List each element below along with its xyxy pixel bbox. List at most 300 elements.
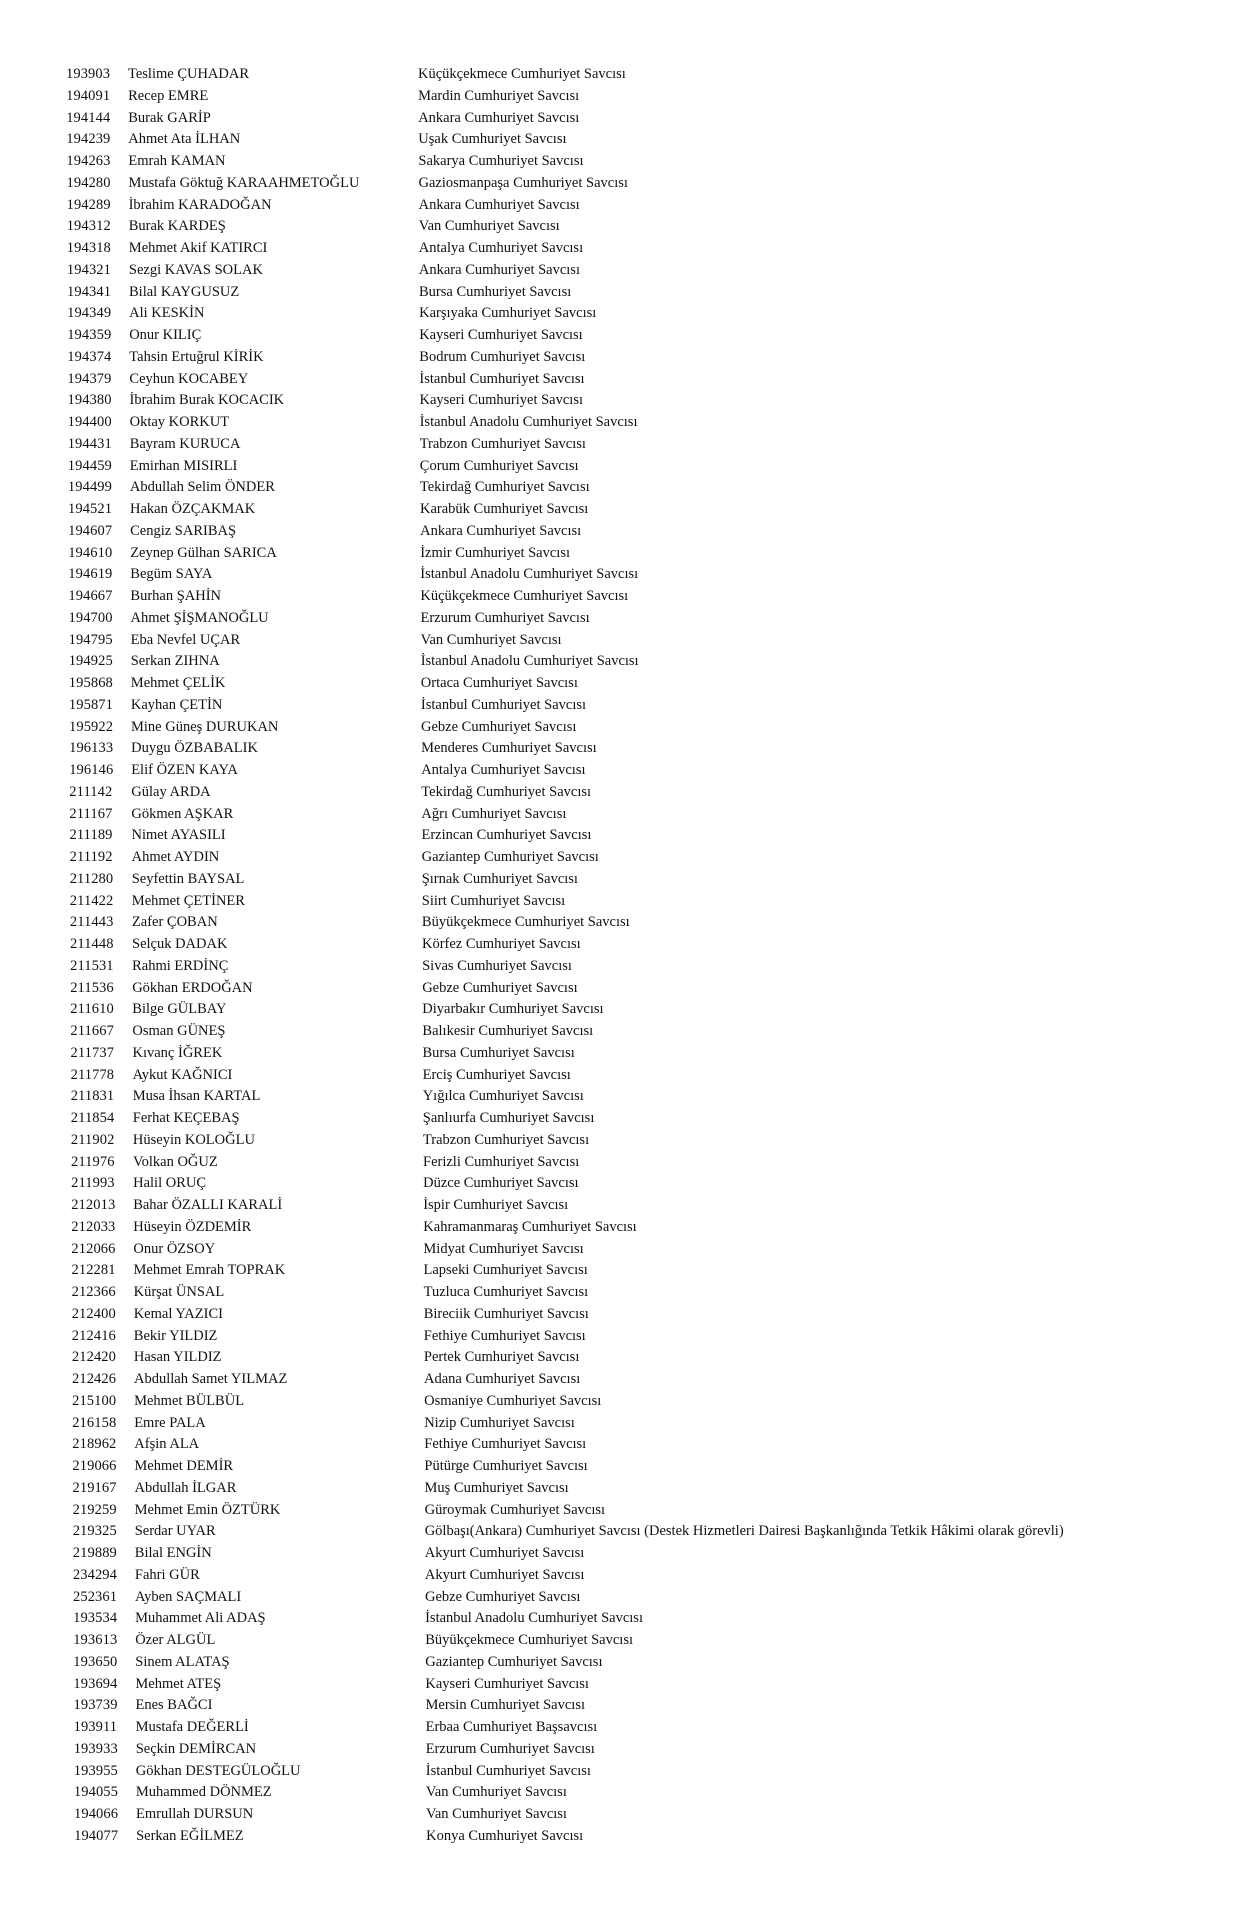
office-title: Yığılca Cumhuriyet Savcısı bbox=[422, 1088, 584, 1105]
sicil-number: 211142 bbox=[69, 783, 113, 800]
sicil-number: 194379 bbox=[67, 370, 112, 387]
sicil-number: 211443 bbox=[69, 914, 114, 931]
sicil-number: 211902 bbox=[70, 1131, 115, 1148]
person-name: Mehmet DEMİR bbox=[134, 1458, 234, 1474]
office-title: Ağrı Cumhuriyet Savcısı bbox=[421, 805, 567, 822]
person-name: Ahmet AYDIN bbox=[131, 849, 220, 865]
sicil-number: 219889 bbox=[72, 1545, 117, 1561]
list-item bbox=[0, 1130, 1252, 1152]
person-name: Seçkin DEMİRCAN bbox=[135, 1740, 257, 1757]
person-name: Bayram KURUCA bbox=[129, 435, 241, 452]
person-name: Mehmet Emin ÖZTÜRK bbox=[134, 1501, 281, 1518]
sicil-number: 194239 bbox=[66, 131, 111, 148]
person-name: Aykut KAĞNICI bbox=[132, 1066, 233, 1083]
list-item bbox=[0, 1804, 1252, 1826]
office-title: Bursa Cumhuriyet Savcısı bbox=[422, 1044, 575, 1061]
sicil-number: 218962 bbox=[72, 1436, 117, 1453]
person-name: Mustafa DEĞERLİ bbox=[135, 1719, 249, 1735]
list-item bbox=[0, 1674, 1252, 1696]
sicil-number: 196133 bbox=[69, 740, 114, 757]
office-title: Bodrum Cumhuriyet Savcısı bbox=[419, 348, 586, 365]
sicil-number: 193955 bbox=[73, 1762, 118, 1779]
sicil-number: 194066 bbox=[74, 1806, 119, 1822]
person-name: Zafer ÇOBAN bbox=[131, 914, 218, 931]
person-name: Osman GÜNEŞ bbox=[132, 1023, 226, 1039]
person-name: Gökhan DESTEGÜLOĞLU bbox=[135, 1762, 301, 1779]
person-name: Hüseyin ÖZDEMİR bbox=[133, 1218, 252, 1235]
office-title: Erzurum Cumhuriyet Savcısı bbox=[420, 609, 590, 626]
office-title: Menderes Cumhuriyet Savcısı bbox=[421, 740, 597, 757]
sicil-number: 212426 bbox=[72, 1371, 117, 1387]
office-title: Şanlıurfa Cumhuriyet Savcısı bbox=[422, 1110, 595, 1126]
person-name: Özer ALGÜL bbox=[135, 1632, 216, 1648]
list-item bbox=[0, 1500, 1252, 1522]
office-title: Midyat Cumhuriyet Savcısı bbox=[423, 1240, 584, 1257]
person-name: Teslime ÇUHADAR bbox=[128, 66, 250, 82]
office-title: İstanbul Anadolu Cumhuriyet Savcısı bbox=[419, 414, 638, 430]
office-title: Van Cumhuriyet Savcısı bbox=[425, 1784, 567, 1801]
list-item bbox=[0, 999, 1252, 1021]
office-title: Karşıyaka Cumhuriyet Savcısı bbox=[419, 305, 597, 322]
list-item bbox=[0, 543, 1252, 565]
list-item bbox=[0, 1521, 1252, 1543]
list-item bbox=[0, 1282, 1252, 1304]
office-title: Tuzluca Cumhuriyet Savcısı bbox=[423, 1284, 589, 1300]
person-name: Enes BAĞCI bbox=[135, 1697, 213, 1714]
person-name: Abdullah Selim ÖNDER bbox=[129, 479, 275, 496]
sicil-number: 212013 bbox=[71, 1197, 116, 1213]
office-title: Van Cumhuriyet Savcısı bbox=[418, 218, 560, 235]
person-name: Nimet AYASILI bbox=[131, 827, 226, 844]
office-title: Sivas Cumhuriyet Savcısı bbox=[422, 957, 572, 974]
office-title: Kayseri Cumhuriyet Savcısı bbox=[419, 392, 584, 409]
person-name: Burhan ŞAHİN bbox=[130, 588, 222, 604]
person-name: Rahmi ERDİNÇ bbox=[132, 957, 229, 974]
list-item bbox=[0, 86, 1252, 108]
office-title: Karabük Cumhuriyet Savcısı bbox=[420, 501, 589, 517]
sicil-number: 194521 bbox=[68, 501, 113, 517]
sicil-number: 193650 bbox=[73, 1653, 118, 1670]
office-title: Çorum Cumhuriyet Savcısı bbox=[419, 457, 579, 474]
list-item bbox=[0, 499, 1252, 521]
office-title: Uşak Cumhuriyet Savcısı bbox=[418, 131, 567, 148]
person-name: Muhammed DÖNMEZ bbox=[135, 1784, 272, 1801]
office-title: Körfez Cumhuriyet Savcısı bbox=[422, 936, 581, 952]
sicil-number: 212366 bbox=[71, 1284, 116, 1300]
list-item bbox=[0, 1326, 1252, 1348]
sicil-number: 211167 bbox=[69, 805, 113, 822]
list-item bbox=[0, 1043, 1252, 1065]
sicil-number: 194667 bbox=[68, 588, 113, 604]
sicil-number: 194312 bbox=[66, 218, 111, 235]
sicil-number: 212281 bbox=[71, 1262, 116, 1279]
person-name: Abdullah Samet YILMAZ bbox=[134, 1371, 288, 1387]
person-name: Serdar UYAR bbox=[134, 1523, 216, 1540]
office-title: Bursa Cumhuriyet Savcısı bbox=[419, 283, 572, 300]
sicil-number: 194349 bbox=[67, 305, 112, 322]
person-name: Ali KESKİN bbox=[129, 305, 205, 322]
person-name: Mehmet ÇELİK bbox=[130, 675, 226, 691]
person-name: Recep EMRE bbox=[128, 87, 209, 104]
list-item bbox=[0, 434, 1252, 456]
sicil-number: 194619 bbox=[68, 566, 113, 583]
list-item bbox=[0, 934, 1252, 956]
list-item bbox=[0, 1239, 1252, 1261]
person-name: Emre PALA bbox=[134, 1414, 206, 1431]
person-name: Abdullah İLGAR bbox=[134, 1479, 237, 1496]
person-name: Elif ÖZEN KAYA bbox=[131, 762, 238, 778]
person-name: Gökhan ERDOĞAN bbox=[132, 979, 253, 996]
office-title: Lapseki Cumhuriyet Savcısı bbox=[423, 1262, 588, 1279]
sicil-number: 194359 bbox=[67, 327, 112, 343]
office-title: Van Cumhuriyet Savcısı bbox=[420, 631, 562, 648]
sicil-number: 193534 bbox=[73, 1610, 118, 1627]
person-name: Kayhan ÇETİN bbox=[130, 696, 223, 713]
office-title: İstanbul Cumhuriyet Savcısı bbox=[425, 1762, 591, 1779]
office-title: Ankara Cumhuriyet Savcısı bbox=[418, 109, 580, 126]
list-item bbox=[0, 1587, 1252, 1609]
person-name: Gökmen AŞKAR bbox=[131, 805, 234, 822]
list-item bbox=[0, 129, 1252, 151]
sicil-number: 211610 bbox=[70, 1001, 114, 1018]
office-title: Büyükçekmece Cumhuriyet Savcısı bbox=[425, 1632, 633, 1648]
list-item bbox=[0, 1260, 1252, 1282]
person-name: Volkan OĞUZ bbox=[133, 1153, 218, 1170]
office-title: Muş Cumhuriyet Savcısı bbox=[424, 1479, 569, 1496]
office-title: İspir Cumhuriyet Savcısı bbox=[423, 1197, 569, 1213]
office-title: Gölbaşı(Ankara) Cumhuriyet Savcısı (Destek Hizmetleri Dairesi Başkanlığında Tetkik Hâkimi olarak görevli) bbox=[424, 1523, 1064, 1540]
list-item bbox=[0, 608, 1252, 630]
person-name: Duygu ÖZBABALIK bbox=[131, 740, 258, 757]
list-item bbox=[0, 390, 1252, 412]
list-item bbox=[0, 717, 1252, 739]
sicil-number: 216158 bbox=[72, 1414, 117, 1431]
list-item bbox=[0, 1543, 1252, 1565]
list-item bbox=[0, 760, 1252, 782]
sicil-number: 212066 bbox=[71, 1240, 116, 1257]
list-item bbox=[0, 282, 1252, 304]
list-item bbox=[0, 1152, 1252, 1174]
person-name: Hakan ÖZÇAKMAK bbox=[130, 501, 256, 517]
office-title: Gaziosmanpaşa Cumhuriyet Savcısı bbox=[418, 174, 628, 191]
person-name: Hasan YILDIZ bbox=[133, 1349, 222, 1366]
list-item bbox=[0, 1391, 1252, 1413]
person-name: İbrahim KARADOĞAN bbox=[128, 196, 272, 213]
office-title: İstanbul Anadolu Cumhuriyet Savcısı bbox=[420, 566, 639, 583]
person-name: Tahsin Ertuğrul KİRİK bbox=[129, 348, 264, 365]
person-name: Bahar ÖZALLI KARALİ bbox=[133, 1197, 283, 1213]
list-item bbox=[0, 1739, 1252, 1761]
list-item bbox=[0, 956, 1252, 978]
office-title: Antalya Cumhuriyet Savcısı bbox=[421, 762, 586, 778]
sicil-number: 196146 bbox=[69, 762, 114, 778]
person-name: Ceyhun KOCABEY bbox=[129, 370, 249, 387]
sicil-number: 211778 bbox=[70, 1066, 115, 1083]
person-name: Emrullah DURSUN bbox=[136, 1806, 254, 1822]
sicil-number: 211536 bbox=[70, 979, 114, 996]
person-name: Cengiz SARIBAŞ bbox=[130, 522, 237, 539]
office-title: Trabzon Cumhuriyet Savcısı bbox=[422, 1131, 590, 1148]
sicil-number: 194459 bbox=[67, 457, 112, 474]
person-name: Seyfettin BAYSAL bbox=[131, 870, 245, 887]
sicil-number: 193933 bbox=[73, 1740, 118, 1757]
list-item bbox=[0, 825, 1252, 847]
list-item bbox=[0, 151, 1252, 173]
sicil-number: 194055 bbox=[73, 1784, 119, 1801]
sicil-number: 194700 bbox=[68, 609, 113, 626]
office-title: Güroymak Cumhuriyet Savcısı bbox=[424, 1501, 606, 1518]
sicil-number: 194499 bbox=[67, 479, 113, 496]
sicil-number: 252361 bbox=[73, 1588, 118, 1605]
list-item bbox=[0, 64, 1252, 86]
sicil-number: 211667 bbox=[70, 1023, 114, 1039]
sicil-number: 194380 bbox=[67, 392, 112, 409]
sicil-number: 212400 bbox=[71, 1305, 116, 1322]
list-item bbox=[0, 238, 1252, 260]
list-item bbox=[0, 1173, 1252, 1195]
sicil-number: 219167 bbox=[72, 1479, 117, 1496]
office-title: Osmaniye Cumhuriyet Savcısı bbox=[424, 1392, 602, 1409]
person-name: Onur KILIÇ bbox=[129, 327, 202, 343]
person-name: İbrahim Burak KOCACIK bbox=[129, 392, 285, 409]
list-item bbox=[0, 1782, 1252, 1804]
list-item bbox=[0, 347, 1252, 369]
office-title: Gaziantep Cumhuriyet Savcısı bbox=[421, 849, 599, 865]
office-title: Kahramanmaraş Cumhuriyet Savcısı bbox=[423, 1218, 637, 1235]
person-name: Serkan EĞİLMEZ bbox=[136, 1827, 244, 1844]
person-name: Mehmet ATEŞ bbox=[135, 1675, 222, 1692]
person-name: Halil ORUÇ bbox=[133, 1175, 207, 1192]
person-name: Selçuk DADAK bbox=[132, 936, 228, 952]
person-name: Mine Güneş DURUKAN bbox=[131, 718, 279, 735]
sicil-number: 211854 bbox=[70, 1110, 115, 1126]
list-item bbox=[0, 1021, 1252, 1043]
sicil-number: 193911 bbox=[73, 1719, 118, 1735]
list-item bbox=[0, 1369, 1252, 1391]
office-title: Küçükçekmece Cumhuriyet Savcısı bbox=[420, 588, 629, 604]
sicil-number: 194607 bbox=[68, 522, 113, 539]
list-item bbox=[0, 1695, 1252, 1717]
sicil-number: 194321 bbox=[66, 261, 112, 278]
person-name: Muhammet Ali ADAŞ bbox=[135, 1610, 266, 1627]
sicil-number: 194795 bbox=[68, 631, 113, 648]
list-item bbox=[0, 912, 1252, 934]
person-name: Mehmet BÜLBÜL bbox=[134, 1392, 245, 1409]
office-title: İstanbul Anadolu Cumhuriyet Savcısı bbox=[420, 653, 639, 670]
sicil-number: 193613 bbox=[73, 1632, 118, 1648]
list-item bbox=[0, 630, 1252, 652]
list-item bbox=[0, 673, 1252, 695]
sicil-number: 193694 bbox=[73, 1675, 118, 1692]
person-name: Begüm SAYA bbox=[130, 566, 213, 583]
list-item bbox=[0, 456, 1252, 478]
sicil-number: 215100 bbox=[72, 1392, 117, 1409]
sicil-number: 194263 bbox=[66, 153, 111, 169]
office-title: Küçükçekmece Cumhuriyet Savcısı bbox=[418, 66, 626, 82]
office-title: Ankara Cumhuriyet Savcısı bbox=[418, 196, 580, 213]
list-item bbox=[0, 1304, 1252, 1326]
office-title: Akyurt Cumhuriyet Savcısı bbox=[424, 1566, 585, 1583]
office-title: Balıkesir Cumhuriyet Savcısı bbox=[422, 1023, 594, 1039]
office-title: Ferizli Cumhuriyet Savcısı bbox=[423, 1153, 580, 1170]
person-name: Bilal ENGİN bbox=[134, 1545, 212, 1561]
person-name: Musa İhsan KARTAL bbox=[132, 1088, 261, 1105]
office-title: Düzce Cumhuriyet Savcısı bbox=[423, 1175, 579, 1192]
office-title: Gebze Cumhuriyet Savcısı bbox=[422, 979, 578, 996]
sicil-number: 195868 bbox=[68, 675, 113, 691]
person-name: Bilal KAYGUSUZ bbox=[129, 283, 240, 300]
office-title: Fethiye Cumhuriyet Savcısı bbox=[424, 1436, 587, 1453]
sicil-number: 212033 bbox=[71, 1218, 116, 1235]
sicil-number: 219325 bbox=[72, 1523, 117, 1540]
office-title: Gebze Cumhuriyet Savcısı bbox=[421, 718, 577, 735]
office-title: Adana Cumhuriyet Savcısı bbox=[424, 1371, 581, 1387]
sicil-number: 194610 bbox=[68, 544, 113, 561]
office-title: Erzincan Cumhuriyet Savcısı bbox=[421, 827, 592, 844]
person-name: Fahri GÜR bbox=[134, 1566, 200, 1583]
list-item bbox=[0, 1478, 1252, 1500]
office-title: Tekirdağ Cumhuriyet Savcısı bbox=[421, 783, 592, 800]
office-title: Gaziantep Cumhuriyet Savcısı bbox=[425, 1653, 603, 1670]
list-item bbox=[0, 303, 1252, 325]
list-item bbox=[0, 891, 1252, 913]
office-title: Mardin Cumhuriyet Savcısı bbox=[418, 87, 580, 104]
sicil-number: 234294 bbox=[72, 1566, 118, 1583]
office-title: Antalya Cumhuriyet Savcısı bbox=[418, 240, 584, 256]
list-item bbox=[0, 869, 1252, 891]
office-title: Erciş Cumhuriyet Savcısı bbox=[422, 1066, 571, 1083]
sicil-number: 194925 bbox=[68, 653, 113, 670]
sicil-number: 212420 bbox=[71, 1349, 117, 1366]
list-item bbox=[0, 1717, 1252, 1739]
office-title: Fethiye Cumhuriyet Savcısı bbox=[423, 1327, 586, 1344]
sicil-number: 219259 bbox=[72, 1501, 117, 1518]
sicil-number: 194400 bbox=[67, 414, 112, 430]
sicil-number: 195922 bbox=[69, 718, 114, 735]
sicil-number: 211531 bbox=[70, 957, 114, 974]
person-name: Bekir YILDIZ bbox=[133, 1327, 218, 1344]
list-item bbox=[0, 847, 1252, 869]
list-item bbox=[0, 1195, 1252, 1217]
list-item bbox=[0, 369, 1252, 391]
list-item bbox=[0, 1565, 1252, 1587]
office-title: İstanbul Cumhuriyet Savcısı bbox=[419, 370, 585, 387]
list-item bbox=[0, 738, 1252, 760]
office-title: Konya Cumhuriyet Savcısı bbox=[426, 1827, 584, 1844]
list-item bbox=[0, 586, 1252, 608]
sicil-number: 194341 bbox=[67, 283, 112, 300]
office-title: Ankara Cumhuriyet Savcısı bbox=[420, 522, 582, 539]
sicil-number: 195871 bbox=[68, 696, 114, 713]
person-name: Eba Nevfel UÇAR bbox=[130, 631, 241, 648]
list-item bbox=[0, 108, 1252, 130]
office-title: Ortaca Cumhuriyet Savcısı bbox=[420, 675, 578, 691]
office-title: Erbaa Cumhuriyet Başsavcısı bbox=[425, 1719, 598, 1735]
list-item bbox=[0, 1761, 1252, 1783]
sicil-number: 211192 bbox=[69, 849, 113, 865]
sicil-number: 194289 bbox=[66, 196, 111, 213]
office-title: Şırnak Cumhuriyet Savcısı bbox=[421, 870, 578, 887]
person-name: Bilge GÜLBAY bbox=[132, 1001, 227, 1018]
sicil-number: 194318 bbox=[66, 240, 111, 256]
office-title: Siirt Cumhuriyet Savcısı bbox=[421, 892, 566, 909]
office-title: Pütürge Cumhuriyet Savcısı bbox=[424, 1458, 588, 1474]
office-title: Van Cumhuriyet Savcısı bbox=[426, 1806, 567, 1822]
list-item bbox=[0, 1347, 1252, 1369]
list-item bbox=[0, 260, 1252, 282]
list-item bbox=[0, 1826, 1252, 1848]
sicil-number: 211422 bbox=[69, 892, 114, 909]
list-item bbox=[0, 564, 1252, 586]
office-title: Gebze Cumhuriyet Savcısı bbox=[425, 1588, 581, 1605]
office-title: Akyurt Cumhuriyet Savcısı bbox=[424, 1545, 585, 1561]
list-item bbox=[0, 216, 1252, 238]
list-item bbox=[0, 1434, 1252, 1456]
list-item bbox=[0, 782, 1252, 804]
person-name: Burak KARDEŞ bbox=[128, 218, 226, 235]
person-name: Ayben SAÇMALI bbox=[135, 1588, 242, 1605]
list-item bbox=[0, 521, 1252, 543]
office-title: Erzurum Cumhuriyet Savcısı bbox=[425, 1740, 595, 1757]
person-name: Afşin ALA bbox=[134, 1436, 200, 1453]
person-name: Mehmet ÇETİNER bbox=[131, 892, 245, 909]
person-name: Ahmet Ata İLHAN bbox=[128, 131, 241, 148]
list-item bbox=[0, 412, 1252, 434]
person-name: Oktay KORKUT bbox=[129, 414, 230, 430]
office-title: Pertek Cumhuriyet Savcısı bbox=[423, 1349, 580, 1366]
list-item bbox=[0, 978, 1252, 1000]
office-title: Sakarya Cumhuriyet Savcısı bbox=[418, 153, 584, 169]
person-name: Sinem ALATAŞ bbox=[135, 1653, 230, 1670]
list-item bbox=[0, 325, 1252, 347]
sicil-number: 211448 bbox=[70, 936, 114, 952]
person-name: Emirhan MISIRLI bbox=[129, 457, 238, 474]
sicil-number: 194144 bbox=[66, 109, 111, 126]
list-item bbox=[0, 1413, 1252, 1435]
office-title: İstanbul Cumhuriyet Savcısı bbox=[420, 696, 587, 713]
sicil-number: 211280 bbox=[69, 870, 114, 887]
office-title: Diyarbakır Cumhuriyet Savcısı bbox=[422, 1001, 604, 1018]
list-item bbox=[0, 804, 1252, 826]
office-title: Tekirdağ Cumhuriyet Savcısı bbox=[419, 479, 590, 496]
sicil-number: 194280 bbox=[66, 174, 111, 191]
person-name: Kemal YAZICI bbox=[133, 1305, 223, 1322]
list-item bbox=[0, 1065, 1252, 1087]
person-name: Serkan ZIHNA bbox=[130, 653, 220, 670]
office-title: Kayseri Cumhuriyet Savcısı bbox=[419, 327, 583, 343]
list-item bbox=[0, 1086, 1252, 1108]
sicil-number: 194431 bbox=[67, 435, 112, 452]
list-item bbox=[0, 173, 1252, 195]
person-name: Zeynep Gülhan SARICA bbox=[130, 544, 277, 561]
sicil-number: 211189 bbox=[69, 827, 113, 844]
sicil-number: 211737 bbox=[70, 1044, 115, 1061]
person-name: Emrah KAMAN bbox=[128, 153, 226, 169]
office-title: Bireciik Cumhuriyet Savcısı bbox=[423, 1305, 589, 1322]
person-name: Sezgi KAVAS SOLAK bbox=[128, 261, 263, 278]
office-title: Büyükçekmece Cumhuriyet Savcısı bbox=[421, 914, 630, 931]
list-item bbox=[0, 1217, 1252, 1239]
office-title: Mersin Cumhuriyet Savcısı bbox=[425, 1697, 585, 1714]
office-title: Nizip Cumhuriyet Savcısı bbox=[424, 1414, 575, 1431]
person-name: Gülay ARDA bbox=[131, 783, 211, 800]
sicil-number: 211993 bbox=[71, 1175, 115, 1192]
sicil-number: 211976 bbox=[71, 1153, 115, 1170]
sicil-number: 219066 bbox=[72, 1458, 117, 1474]
person-name: Mehmet Akif KATIRCI bbox=[128, 240, 268, 256]
office-title: İstanbul Anadolu Cumhuriyet Savcısı bbox=[425, 1610, 643, 1627]
sicil-number: 194091 bbox=[66, 87, 111, 104]
